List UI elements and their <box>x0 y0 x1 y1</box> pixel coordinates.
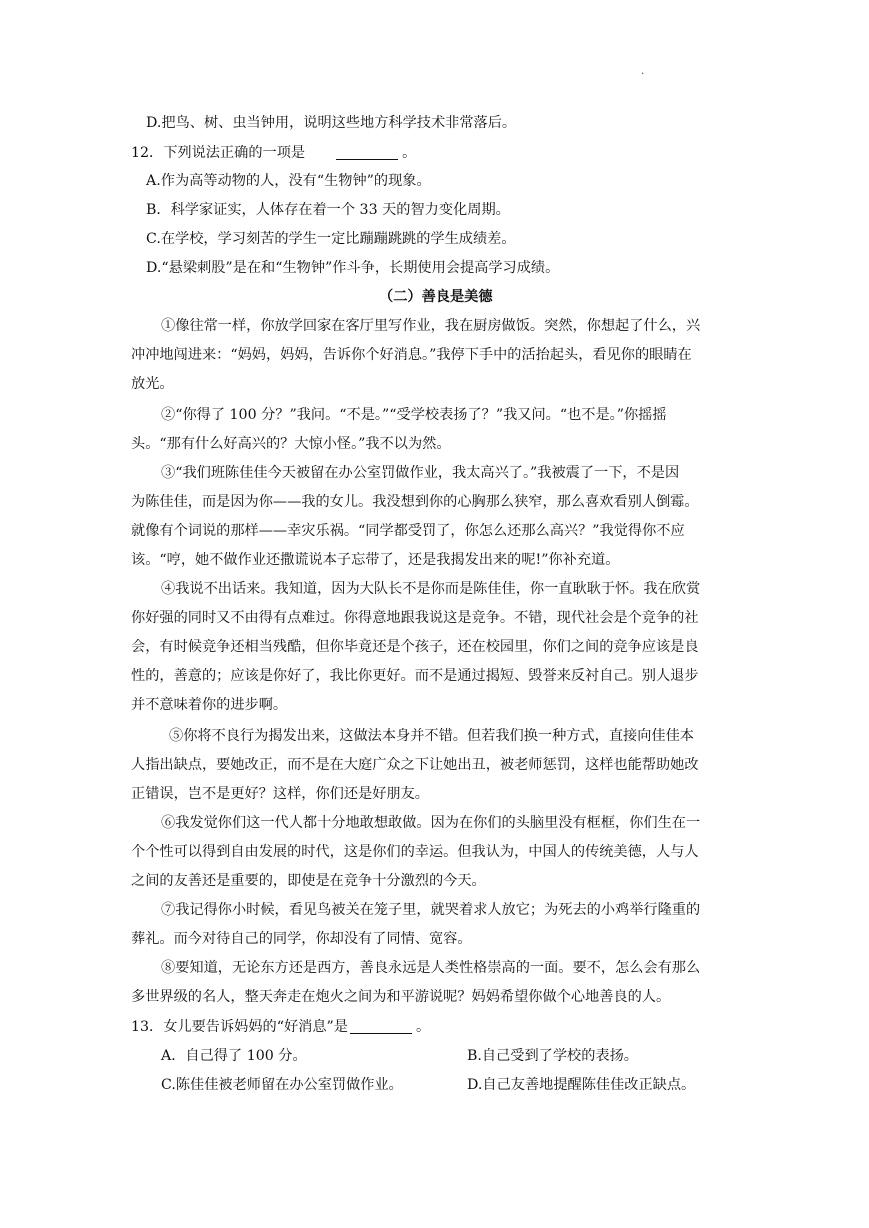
passage-line: ⑦我记得你小时候，看见鸟被关在笼子里，就哭着求人放它；为死去的小鸡举行隆重的 <box>161 902 701 918</box>
passage-line: 之间的友善还是重要的，即使是在竞争十分激烈的今天。 <box>131 873 486 889</box>
q12-stem-end: 。 <box>402 144 417 161</box>
passage-line: 人指出缺点，要她改正，而不是在大庭广众之下让她出丑，被老师惩罚，这样也能帮助她改 <box>131 757 699 773</box>
q12-stem-text: 12．下列说法正确的一项是 <box>131 144 306 161</box>
passage-line: 多世界级的名人，整天奔走在炮火之间为和平游说呢？妈妈希望你做个心地善良的人。 <box>131 989 671 1005</box>
q12-answer-blank[interactable] <box>336 145 398 160</box>
passage-line: 并不意味着你的进步啊。 <box>131 697 288 713</box>
q11-option-d: D.把鸟、树、虫当钟用，说明这些地方科学技术非常落后。 <box>146 115 517 131</box>
q12-option-d: D.“悬梁刺股”是在和“生物钟”作斗争，长期使用会提高学习成绩。 <box>146 260 560 276</box>
section-title: （二）善良是美德 <box>379 289 493 305</box>
passage-line: ⑧要知道，无论东方还是西方，善良永远是人类性格崇高的一面。要不，怎么会有那么 <box>161 960 701 976</box>
q12-option-a: A.作为高等动物的人，没有“生物钟”的现象。 <box>146 173 431 189</box>
passage-line: ②“你得了 100 分？”我问。“不是。”“受学校表扬了？”我又问。“也不是。”你摇摇 <box>161 407 667 423</box>
passage-line: 会，有时候竞争还相当残酷，但你毕竟还是个孩子，还在校园里，你们之间的竞争应该是良 <box>131 639 699 655</box>
passage-line: ①像往常一样，你放学回家在客厅里写作业，我在厨房做饭。突然，你想起了什么，兴 <box>161 318 701 334</box>
passage-line: 头。“那有什么好高兴的？大惊小怪。”我不以为然。 <box>131 436 451 452</box>
q13-stem-end: 。 <box>416 1018 431 1035</box>
q13-answer-blank[interactable] <box>350 1019 412 1034</box>
passage-line: ⑤你将不良行为揭发出来，这做法本身并不错。但若我们换一种方式，直接向佳佳本 <box>169 728 694 744</box>
passage-line: ⑥我发觉你们这一代人都十分地敢想敢做。因为在你们的头脑里没有框框，你们生在一 <box>161 815 701 831</box>
passage-line: 性的，善意的；应该是你好了，我比你更好。而不是通过揭短、毁誉来反衬自己。别人退步 <box>131 668 699 684</box>
passage-line: ③“我们班陈佳佳今天被留在办公室罚做作业，我太高兴了。”我被震了一下，不是因 <box>161 465 680 481</box>
passage-line: 葬礼。而今对待自己的同学，你却没有了同情、宽容。 <box>131 931 472 947</box>
passage-line: 冲冲地闯进来：“妈妈，妈妈，告诉你个好消息。”我停下手中的活抬起头，看见你的眼睛在 <box>131 347 692 363</box>
passage-line: 正错误，岂不是更好？这样，你们还是好朋友。 <box>131 786 429 802</box>
passage-line: 放光。 <box>131 376 174 392</box>
passage-line: 你好强的同时又不由得有点难过。你得意地跟我说这是竞争。不错，现代社会是个竞争的社 <box>131 610 699 626</box>
q13-option-b: B.自己受到了学校的表扬。 <box>467 1048 638 1064</box>
q13-option-d: D.自己友善地提醒陈佳佳改正缺点。 <box>467 1077 696 1093</box>
q12-option-c: C.在学校，学习刻苦的学生一定比蹦蹦跳跳的学生成绩差。 <box>146 231 516 247</box>
passage-line: 个个性可以得到自由发展的时代，这是你们的幸运。但我认为，中国人的传统美德，人与人 <box>131 844 699 860</box>
passage-line: 为陈佳佳，而是因为你——我的女儿。我没想到你的心胸那么狭窄，那么喜欢看别人倒霉。 <box>131 494 699 510</box>
q13-option-c: C.陈佳佳被老师留在办公室罚做作业。 <box>161 1077 403 1093</box>
corner-dot: . <box>641 66 645 77</box>
q12-option-b: B．科学家证实，人体存在着一个 33 天的智力变化周期。 <box>146 202 510 218</box>
passage-line: 就像有个词说的那样——幸灾乐祸。“同学都受罚了，你怎么还那么高兴？”我觉得你不应 <box>131 523 685 539</box>
passage-line: ④我说不出话来。我知道，因为大队长不是你而是陈佳佳，你一直耿耿于怀。我在欣赏 <box>161 581 701 597</box>
q13-option-a: A．自己得了 100 分。 <box>161 1048 307 1064</box>
q13-stem <box>131 1019 430 1034</box>
passage-line: 该。“哼，她不做作业还撒谎说本子忘带了，还是我揭发出来的呢!”你补充道。 <box>131 552 620 568</box>
q13-stem-text: 13．女儿要告诉妈妈的“好消息”是 <box>131 1018 348 1035</box>
q12-stem <box>131 145 416 160</box>
